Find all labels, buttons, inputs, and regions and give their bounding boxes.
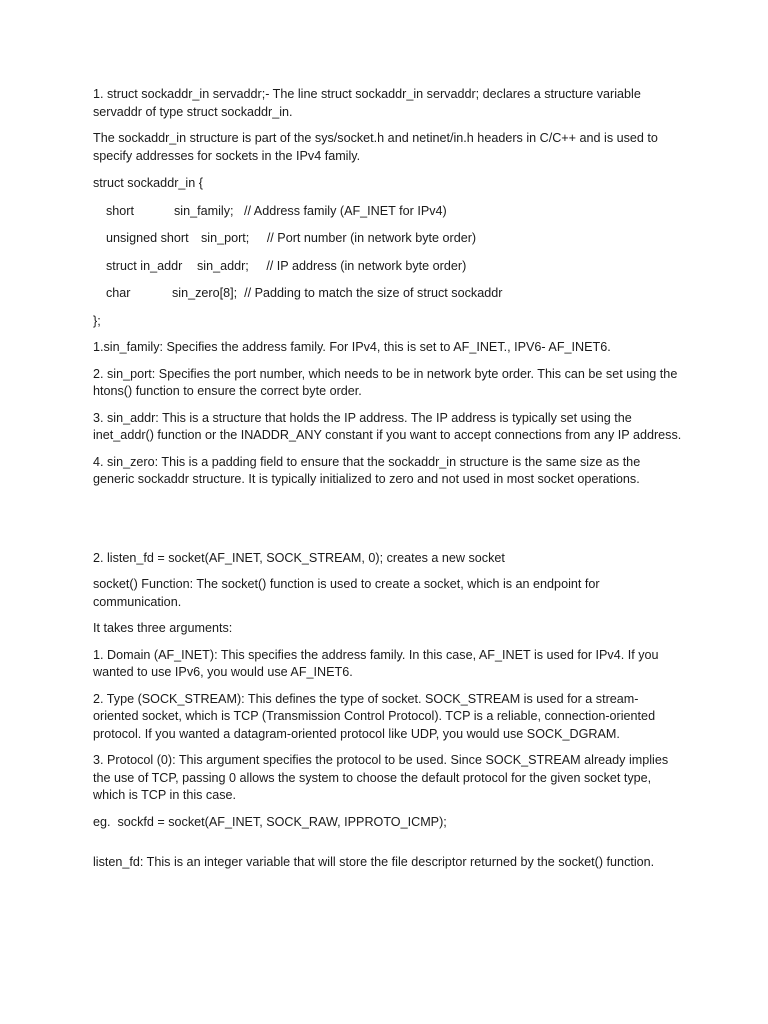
struct-field <box>93 202 683 221</box>
field-description: 2. sin_port: Specifies the port number, which needs to be in network byte order. This can be set using the htons() function to ensure the correct byte order. <box>93 366 681 398</box>
field-comment: // IP address (in network byte order) <box>266 258 467 273</box>
field-comment: // Port number (in network byte order) <box>266 231 477 245</box>
struct-definition <box>93 174 683 330</box>
field-type: struct in_addr <box>106 258 183 273</box>
field-description: 3. sin_addr: This is a structure that holds the IP address. The IP address is typically set using the inet_addr() function or the INADDR_ANY constant if you want to accept connections from any IP address. <box>93 410 682 442</box>
struct-field <box>93 257 683 276</box>
struct-field <box>93 229 683 248</box>
section2-heading: 2. listen_fd = socket(AF_INET, SOCK_STREAM, 0); creates a new socket <box>93 550 505 565</box>
argument-description: 1. Domain (AF_INET): This specifies the address family. In this case, AF_INET is used for IPv4. If you wanted to use IPv6, you would use AF_INET6. <box>93 647 663 679</box>
spacer <box>93 840 683 854</box>
field-name: sin_family; <box>174 203 234 218</box>
argument-description: 2. Type (SOCK_STREAM): This defines the type of socket. SOCK_STREAM is used for a stream-oriented socket, which is TCP (Transmission Control Protocol). TCP is a reliable, connection-oriented protocol. If you wanted a datagram-oriented protocol like UDP, you would use SOCK_DGRAM. <box>93 691 659 741</box>
field-description: 4. sin_zero: This is a padding field to ensure that the sockaddr_in structure is the same size as the generic sockaddr structure. It is typically initialized to zero and not used in most socket operations. <box>93 454 644 486</box>
struct-field <box>93 284 683 303</box>
field-type: char <box>106 286 131 300</box>
document-page <box>93 86 683 881</box>
args-intro: It takes three arguments: <box>93 621 233 635</box>
field-type: short <box>106 203 134 218</box>
struct-close: }; <box>93 313 101 328</box>
field-comment: // Padding to match the size of struct sockaddr <box>244 286 503 300</box>
field-type: unsigned short <box>106 231 189 245</box>
example-line: eg. sockfd = socket(AF_INET, SOCK_RAW, IPPROTO_ICMP); <box>93 814 447 829</box>
section1-intro: The sockaddr_in structure is part of the sys/socket.h and netinet/in.h headers in C/C++ and is used to specify addresses for sockets in the IPv4 family. <box>93 131 662 163</box>
argument-description: 3. Protocol (0): This argument specifies the protocol to be used. Since SOCK_STREAM already implies the use of TCP, passing 0 allows the system to choose the default protocol for the given socket type, which is TCP in this case. <box>93 753 672 802</box>
field-description: 1.sin_family: Specifies the address family. For IPv4, this is set to AF_INET., IPV6- AF_INET6. <box>93 340 611 354</box>
field-name: sin_addr; <box>197 258 249 273</box>
section1-heading: 1. struct sockaddr_in servaddr;- The line struct sockaddr_in servaddr; declares a structure variable servaddr of type struct sockaddr_in. <box>93 87 645 119</box>
spacer <box>93 498 683 550</box>
field-comment: // Address family (AF_INET for IPv4) <box>244 203 447 218</box>
field-name: sin_port; <box>201 231 250 245</box>
socket-function-desc: socket() Function: The socket() function is used to create a socket, which is an endpoint for communication. <box>93 577 604 609</box>
field-name: sin_zero[8]; <box>172 286 238 300</box>
struct-open: struct sockaddr_in { <box>93 176 203 190</box>
listen-fd-desc: listen_fd: This is an integer variable that will store the file descriptor returned by the socket() function. <box>93 855 655 869</box>
